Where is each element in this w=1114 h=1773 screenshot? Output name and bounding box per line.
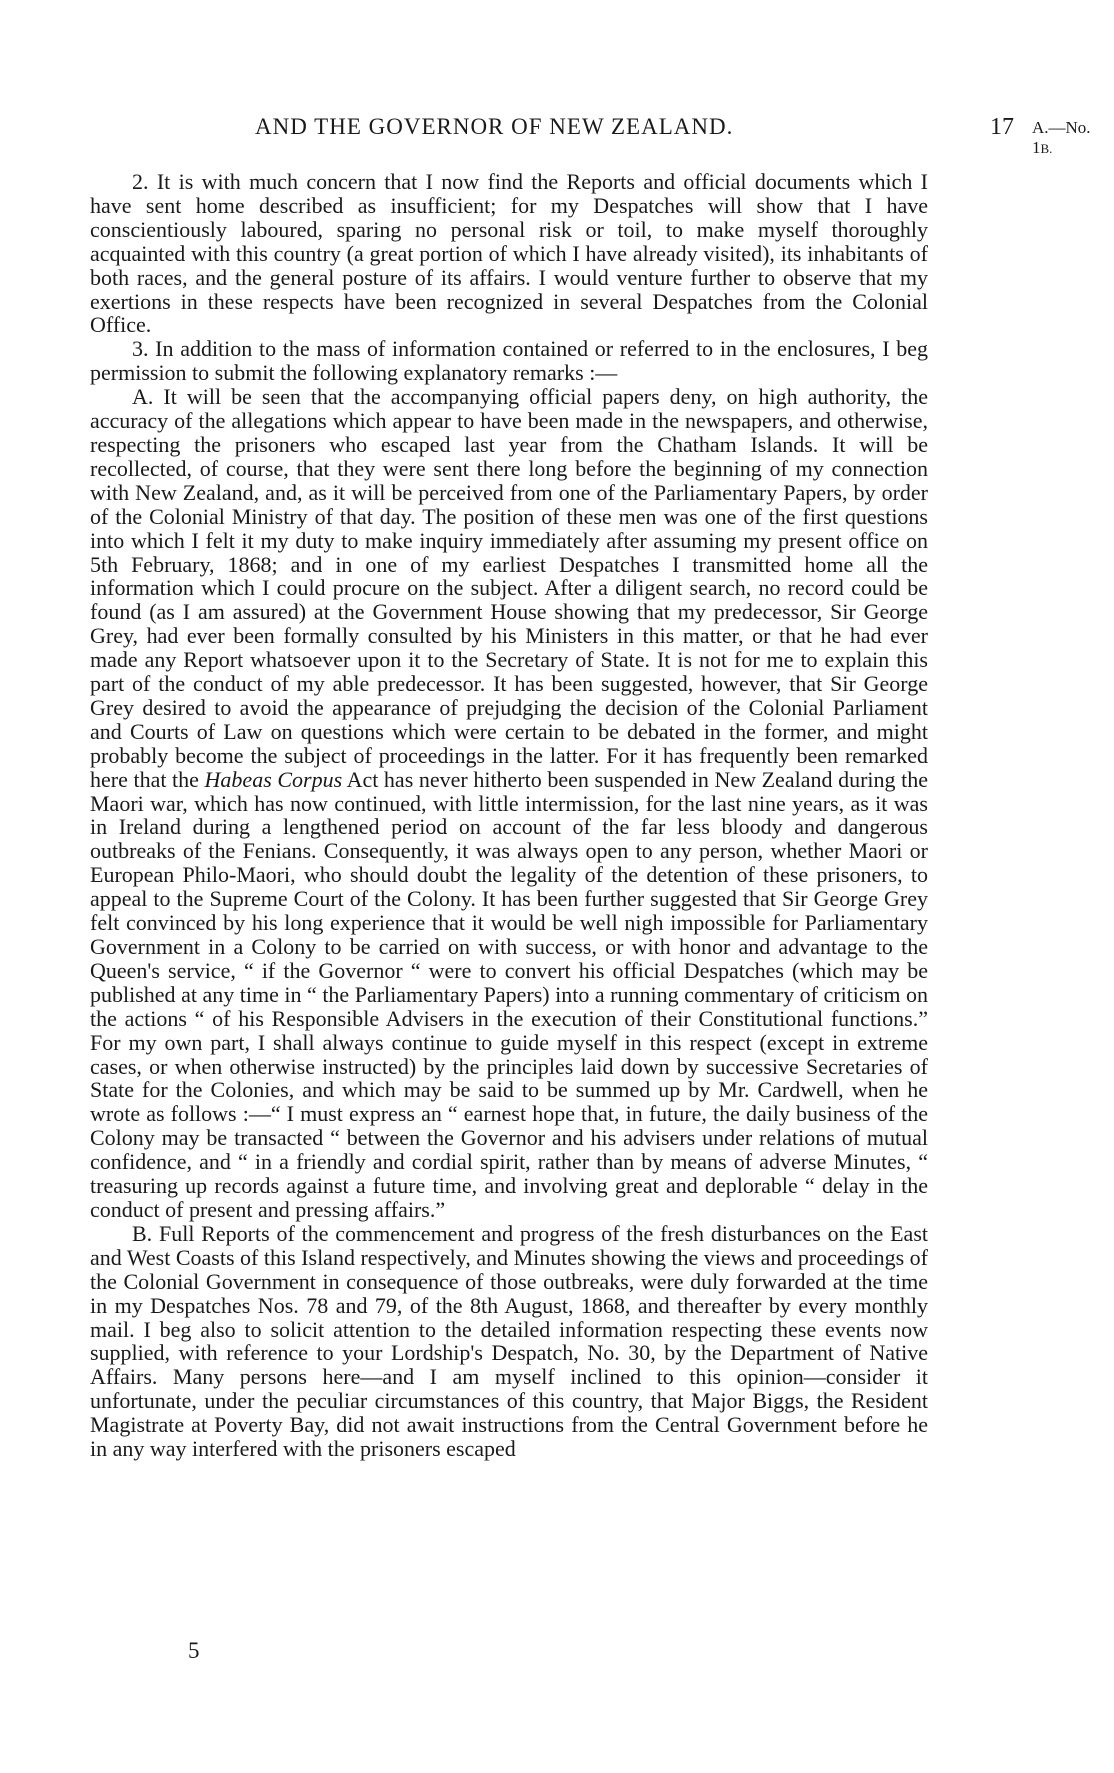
paragraph-2: 2. It is with much concern that I now find the Reports and official documents which I have sent home described as insufficient; for my Despatches will show that I have conscientiously laboured, sparing no personal risk or toil, to make myself thoroughly acquainted with this country (a great portion of which I have already visited), its inhabitants of both races, and the general posture of its affairs. I would venture further to observe that my exertions in these respects have been recognized in several Despatches from the Colonial Office.	[90, 169, 928, 338]
body-text	[90, 170, 928, 1461]
paragraph-3: 3. In addition to the mass of information contained or referred to in the enclosures, I beg permission to submit the following explanatory remarks :—	[90, 336, 928, 386]
paragraph-a-part-2: Act has never hitherto been suspended in New Zealand during the Maori war, which has now continued, with little intermission, for the last nine years, as it was in Ireland during a lengthened period on account of the far less bloody and dangerous outbreaks of the Fenians. Consequently, it was always open to any person, whether Maori or European Philo-Maori, who should doubt the legality of the detention of these prisoners, to appeal to the Supreme Court of the Colony. It has been further suggested that Sir George Grey felt convinced by his long experience that it would be well nigh impossible for Parliamentary Government in a Colony to be carried on with success, or with honor and advantage to the Queen's service, “ if the Governor “ were to convert his official Despatches (which may be published at any time in “ the Parliamentary Papers) into a running commentary of criticism on the actions “ of his Responsible Advisers in the execution of their Constitutional functions.” For my own part, I shall always continue to guide myself in this respect (except in extreme cases, or when otherwise instructed) by the principles laid down by successive Secretaries of State for the Colonies, and which may be said to be summed up by Mr. Cardwell, when he wrote as follows :—“ I must express an “ earnest hope that, in future, the daily business of the Colony may be transacted “ between the Governor and his advisers under relations of mutual confidence, and “ in a friendly and cordial spirit, rather than by means of adverse Minutes, “ treasuring up records against a future time, and involving great and deplorable “ delay in the conduct of present and pressing affairs.”	[90, 766, 928, 1222]
signature-mark: 5	[188, 1638, 200, 1663]
doc-ref-suffix: B.	[1040, 141, 1053, 156]
paragraph-b: B. Full Reports of the commencement and progress of the fresh disturbances on the East and West Coasts of this Island respectively, and Minutes showing the views and proceedings of the Colonial Government in consequence of those outbreaks, were duly forwarded at the time in my Despatches Nos. 78 and 79, of the 8th August, 1868, and thereafter by every monthly mail. I beg also to solicit attention to the detailed information respecting these events now supplied, with reference to your Lordship's Despatch, No. 30, by the Department of Native Affairs. Many persons here—and I am myself inclined to this opinion—consider it unfortunate, under the peculiar circumstances of this country, that Major Biggs, the Resident Magistrate at Poverty Bay, did not await instructions from the Central Government before he in any way interfered with the prisoners escaped	[90, 1220, 928, 1462]
page-header	[90, 114, 1100, 157]
document-reference	[1032, 118, 1100, 158]
page-number: 17	[990, 114, 1014, 140]
running-head: AND THE GOVERNOR OF NEW ZEALAND.	[255, 114, 734, 139]
doc-ref-prefix: A.—No. 1	[1032, 118, 1091, 157]
paragraph-a	[90, 385, 928, 1222]
habeas-corpus-italic: Habeas Corpus	[204, 766, 343, 792]
paragraph-a-part-1: A. It will be seen that the accompanying official papers deny, on high authority, the accuracy of the allegations which appear to have been made in the newspapers, and otherwise, respecting the prisoners who escaped last year from the Chatham Islands. It will be recollected, of course, that they were sent there long before the beginning of my connection with New Zealand, and, as it will be perceived from one of the Parliamentary Papers, by order of the Colonial Ministry of that day. The position of these men was one of the first questions into which I felt it my duty to make inquiry immediately after assuming my present office on 5th February, 1868; and in one of my earliest Despatches I transmitted home all the information which I could procure on the subject. After a diligent search, no record could be found (as I am assured) at the Government House showing that my predecessor, Sir George Grey, had ever been formally consulted by his Ministers in this matter, or that he had ever made any Report whatsoever upon it to the Secretary of State. It is not for me to explain this part of the conduct of my able predecessor. It has been suggested, however, that Sir George Grey desired to avoid the appearance of prejudging the decision of the Colonial Parliament and Courts of Law on questions which were certain to be debated in the former, and might probably become the subject of proceedings in the latter. For it has frequently been remarked here that the	[90, 384, 928, 792]
